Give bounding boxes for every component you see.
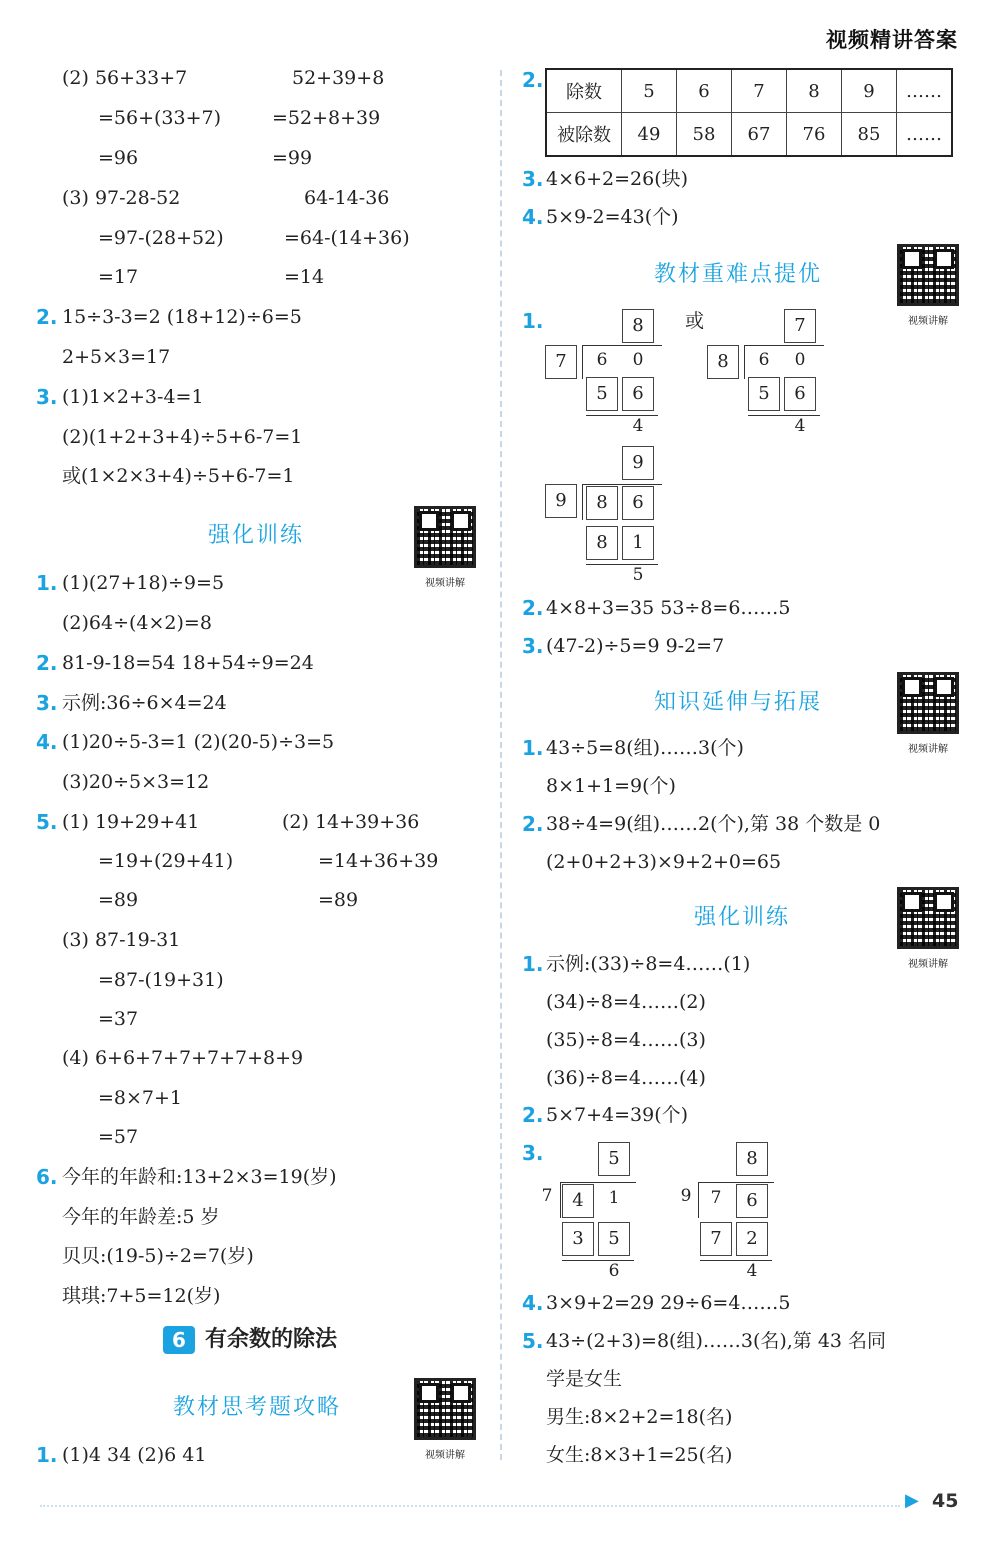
product-box: 3 bbox=[562, 1222, 594, 1256]
table-header-cell: 被除数 bbox=[546, 113, 622, 157]
text-line: =87-(19+31) bbox=[98, 969, 224, 991]
question-number: 4. bbox=[36, 730, 58, 754]
text-line: =56+(33+7) bbox=[98, 107, 222, 129]
question-number: 3. bbox=[522, 1141, 544, 1165]
text-line: =8×7+1 bbox=[98, 1087, 183, 1109]
qr-caption: 视频讲解 bbox=[908, 744, 948, 755]
text-line: =64-(14+36) bbox=[284, 227, 410, 249]
question-number: 2. bbox=[522, 812, 544, 836]
qr-caption: 视频讲解 bbox=[908, 316, 948, 327]
section-title: 教材思考题攻略 bbox=[173, 1395, 342, 1420]
question-number: 1. bbox=[36, 571, 58, 595]
quotient-box: 7 bbox=[784, 309, 816, 343]
divisor-box: 8 bbox=[707, 345, 739, 379]
quotient-box: 9 bbox=[622, 446, 654, 480]
text-line: 或(1×2×3+4)÷5+6-7=1 bbox=[62, 465, 295, 487]
text-line: =19+(29+41) bbox=[98, 850, 234, 872]
division-bar bbox=[698, 1182, 774, 1183]
qr-caption: 视频讲解 bbox=[425, 1450, 465, 1461]
section-title: 知识延伸与拓展 bbox=[654, 690, 823, 715]
product-box: 5 bbox=[586, 377, 618, 411]
text-line: (34)÷8=4……(2) bbox=[546, 991, 706, 1013]
qr-code-icon[interactable] bbox=[897, 244, 959, 306]
question-number: 1. bbox=[36, 1443, 58, 1467]
divisor-box: 9 bbox=[545, 484, 577, 518]
text-line: =17 bbox=[98, 266, 139, 288]
text-line: (1)20÷5-3=1 (2)(20-5)÷3=5 bbox=[62, 731, 335, 753]
text-line: =52+8+39 bbox=[272, 107, 381, 129]
section-title: 强化训练 bbox=[208, 523, 305, 548]
text-line: =57 bbox=[98, 1126, 139, 1148]
table-cell: 5 bbox=[622, 69, 677, 113]
section-title: 强化训练 bbox=[694, 905, 791, 930]
table-cell: 6 bbox=[677, 69, 732, 113]
text-line: 琪琪:7+5=12(岁) bbox=[62, 1285, 221, 1307]
table-cell: 8 bbox=[787, 69, 842, 113]
divisor-digit: 7 bbox=[541, 1186, 553, 1206]
product-box: 5 bbox=[598, 1222, 630, 1256]
text-line: 5×9-2=43(个) bbox=[546, 206, 679, 228]
quotient-box: 5 bbox=[598, 1142, 630, 1176]
product-box: 6 bbox=[622, 377, 654, 411]
product-box: 6 bbox=[784, 377, 816, 411]
section-title: 教材重难点提优 bbox=[654, 262, 823, 287]
text-line: 4×8+3=35 53÷8=6……5 bbox=[546, 597, 791, 619]
text-line: (1) 19+29+41 bbox=[62, 811, 200, 833]
dividend-digit: 0 bbox=[794, 350, 806, 370]
text-line: (35)÷8=4……(3) bbox=[546, 1029, 706, 1051]
text-line: 38÷4=9(组)……2(个),第 38 个数是 0 bbox=[546, 813, 881, 835]
question-number: 3. bbox=[36, 691, 58, 715]
text-line: 43÷(2+3)=8(组)……3(名),第 43 名同 bbox=[546, 1330, 887, 1352]
text-line: (1)(27+18)÷9=5 bbox=[62, 572, 225, 594]
text-line: (3) 87-19-31 bbox=[62, 929, 181, 951]
division-bracket bbox=[582, 484, 583, 520]
division-bar bbox=[582, 345, 662, 346]
text-line: (1)4 34 (2)6 41 bbox=[62, 1444, 207, 1466]
page-number: 45 bbox=[932, 1490, 959, 1512]
dividend-digit: 6 bbox=[596, 350, 608, 370]
text-line: (2+0+2+3)×9+2+0=65 bbox=[546, 851, 782, 873]
dividend-box: 4 bbox=[562, 1184, 594, 1218]
quotient-box: 8 bbox=[622, 309, 654, 343]
text-line: 52+39+8 bbox=[292, 67, 385, 89]
question-number: 4. bbox=[522, 1291, 544, 1315]
text-line: (3)20÷5×3=12 bbox=[62, 771, 210, 793]
text-line: (2)64÷(4×2)=8 bbox=[62, 612, 212, 634]
division-bracket bbox=[744, 345, 745, 379]
text-line: 8×1+1=9(个) bbox=[546, 775, 676, 797]
dividend-box: 6 bbox=[736, 1184, 768, 1218]
qr-code-icon[interactable] bbox=[414, 1378, 476, 1440]
division-bar bbox=[560, 1182, 636, 1183]
division-bar bbox=[582, 484, 662, 485]
dividend-digit: 7 bbox=[710, 1188, 722, 1208]
text-line: 示例:(33)÷8=4……(1) bbox=[546, 953, 751, 975]
text-line: 2+5×3=17 bbox=[62, 346, 171, 368]
remainder-digit: 4 bbox=[746, 1261, 758, 1281]
division-bracket bbox=[560, 1182, 561, 1218]
table-cell: …… bbox=[897, 113, 953, 157]
question-number: 2. bbox=[36, 651, 58, 675]
divisor-box: 7 bbox=[545, 345, 577, 379]
question-number: 1. bbox=[522, 952, 544, 976]
dividend-digit: 1 bbox=[608, 1188, 620, 1208]
dividend-box: 8 bbox=[586, 486, 618, 520]
text-line: =89 bbox=[318, 889, 359, 911]
table-cell: 49 bbox=[622, 113, 677, 157]
text-line: =14 bbox=[284, 266, 325, 288]
table-header-cell: 除数 bbox=[546, 69, 622, 113]
quotient-box: 8 bbox=[736, 1142, 768, 1176]
text-line: (36)÷8=4……(4) bbox=[546, 1067, 706, 1089]
text-line: =99 bbox=[272, 147, 313, 169]
text-line: (3) 97-28-52 bbox=[62, 187, 181, 209]
remainder-digit: 4 bbox=[794, 416, 806, 436]
qr-code-icon[interactable] bbox=[414, 506, 476, 568]
question-number: 4. bbox=[522, 205, 544, 229]
text-line: 学是女生 bbox=[546, 1368, 623, 1390]
text-line: 男生:8×2+2=18(名) bbox=[546, 1406, 733, 1428]
remainder-digit: 6 bbox=[608, 1261, 620, 1281]
text-line: =97-(28+52) bbox=[98, 227, 224, 249]
table-cell: 58 bbox=[677, 113, 732, 157]
text-line: 3×9+2=29 29÷6=4……5 bbox=[546, 1292, 791, 1314]
division-bar bbox=[744, 345, 824, 346]
question-number: 2. bbox=[522, 68, 544, 92]
text-line: 15÷3-3=2 (18+12)÷6=5 bbox=[62, 306, 302, 328]
table-cell: …… bbox=[897, 69, 953, 113]
text-line: =96 bbox=[98, 147, 139, 169]
question-number: 2. bbox=[36, 305, 58, 329]
question-number: 2. bbox=[522, 596, 544, 620]
chapter-badge: 6 bbox=[163, 1326, 195, 1354]
text-line: (4) 6+6+7+7+7+7+8+9 bbox=[62, 1047, 304, 1069]
text-line: 64-14-36 bbox=[304, 187, 390, 209]
question-number: 3. bbox=[36, 385, 58, 409]
text-line: 示例:36÷6×4=24 bbox=[62, 692, 227, 714]
remainder-digit: 5 bbox=[632, 565, 644, 585]
footer-rule bbox=[40, 1505, 900, 1507]
text-line: 今年的年龄和:13+2×3=19(岁) bbox=[62, 1166, 337, 1188]
text-line: 今年的年龄差:5 岁 bbox=[62, 1206, 220, 1228]
text-line: 4×6+2=26(块) bbox=[546, 168, 689, 190]
table-cell: 76 bbox=[787, 113, 842, 157]
table-cell: 67 bbox=[732, 113, 787, 157]
table-cell: 7 bbox=[732, 69, 787, 113]
qr-code-icon[interactable] bbox=[897, 887, 959, 949]
question-number: 1. bbox=[522, 736, 544, 760]
division-bracket bbox=[582, 345, 583, 379]
product-box: 2 bbox=[736, 1222, 768, 1256]
text-line: (2)(1+2+3+4)÷5+6-7=1 bbox=[62, 426, 303, 448]
table-cell: 85 bbox=[842, 113, 897, 157]
divisor-digit: 9 bbox=[680, 1186, 692, 1206]
text-line: =89 bbox=[98, 889, 139, 911]
text-line: (2) 14+39+36 bbox=[282, 811, 420, 833]
remainder-digit: 4 bbox=[632, 416, 644, 436]
text-line: 或 bbox=[685, 310, 705, 332]
product-box: 1 bbox=[622, 526, 654, 560]
dividend-table bbox=[545, 68, 953, 157]
column-divider bbox=[500, 70, 502, 1460]
text-line: (2) 56+33+7 bbox=[62, 67, 188, 89]
dividend-digit: 0 bbox=[632, 350, 644, 370]
page-header: 视频精讲答案 bbox=[826, 28, 958, 52]
text-line: 43÷5=8(组)……3(个) bbox=[546, 737, 744, 759]
text-line: 女生:8×3+1=25(名) bbox=[546, 1444, 733, 1466]
question-number: 5. bbox=[36, 810, 58, 834]
chapter-title: 有余数的除法 bbox=[205, 1327, 338, 1352]
product-box: 7 bbox=[700, 1222, 732, 1256]
product-box: 8 bbox=[586, 526, 618, 560]
text-line: (1)1×2+3-4=1 bbox=[62, 386, 204, 408]
qr-caption: 视频讲解 bbox=[425, 578, 465, 589]
product-box: 5 bbox=[748, 377, 780, 411]
text-line: 81-9-18=54 18+54÷9=24 bbox=[62, 652, 314, 674]
table-cell: 9 bbox=[842, 69, 897, 113]
division-bracket bbox=[698, 1182, 699, 1218]
arrow-icon: ▶ bbox=[905, 1490, 919, 1511]
qr-code-icon[interactable] bbox=[897, 672, 959, 734]
question-number: 3. bbox=[522, 634, 544, 658]
question-number: 6. bbox=[36, 1165, 58, 1189]
qr-caption: 视频讲解 bbox=[908, 959, 948, 970]
question-number: 1. bbox=[522, 309, 544, 333]
dividend-digit: 6 bbox=[758, 350, 770, 370]
text-line: =37 bbox=[98, 1008, 139, 1030]
text-line: 贝贝:(19-5)÷2=7(岁) bbox=[62, 1245, 254, 1267]
question-number: 5. bbox=[522, 1329, 544, 1353]
question-number: 2. bbox=[522, 1103, 544, 1127]
question-number: 3. bbox=[522, 167, 544, 191]
dividend-box: 6 bbox=[622, 486, 654, 520]
text-line: (47-2)÷5=9 9-2=7 bbox=[546, 635, 725, 657]
text-line: =14+36+39 bbox=[318, 850, 439, 872]
text-line: 5×7+4=39(个) bbox=[546, 1104, 689, 1126]
